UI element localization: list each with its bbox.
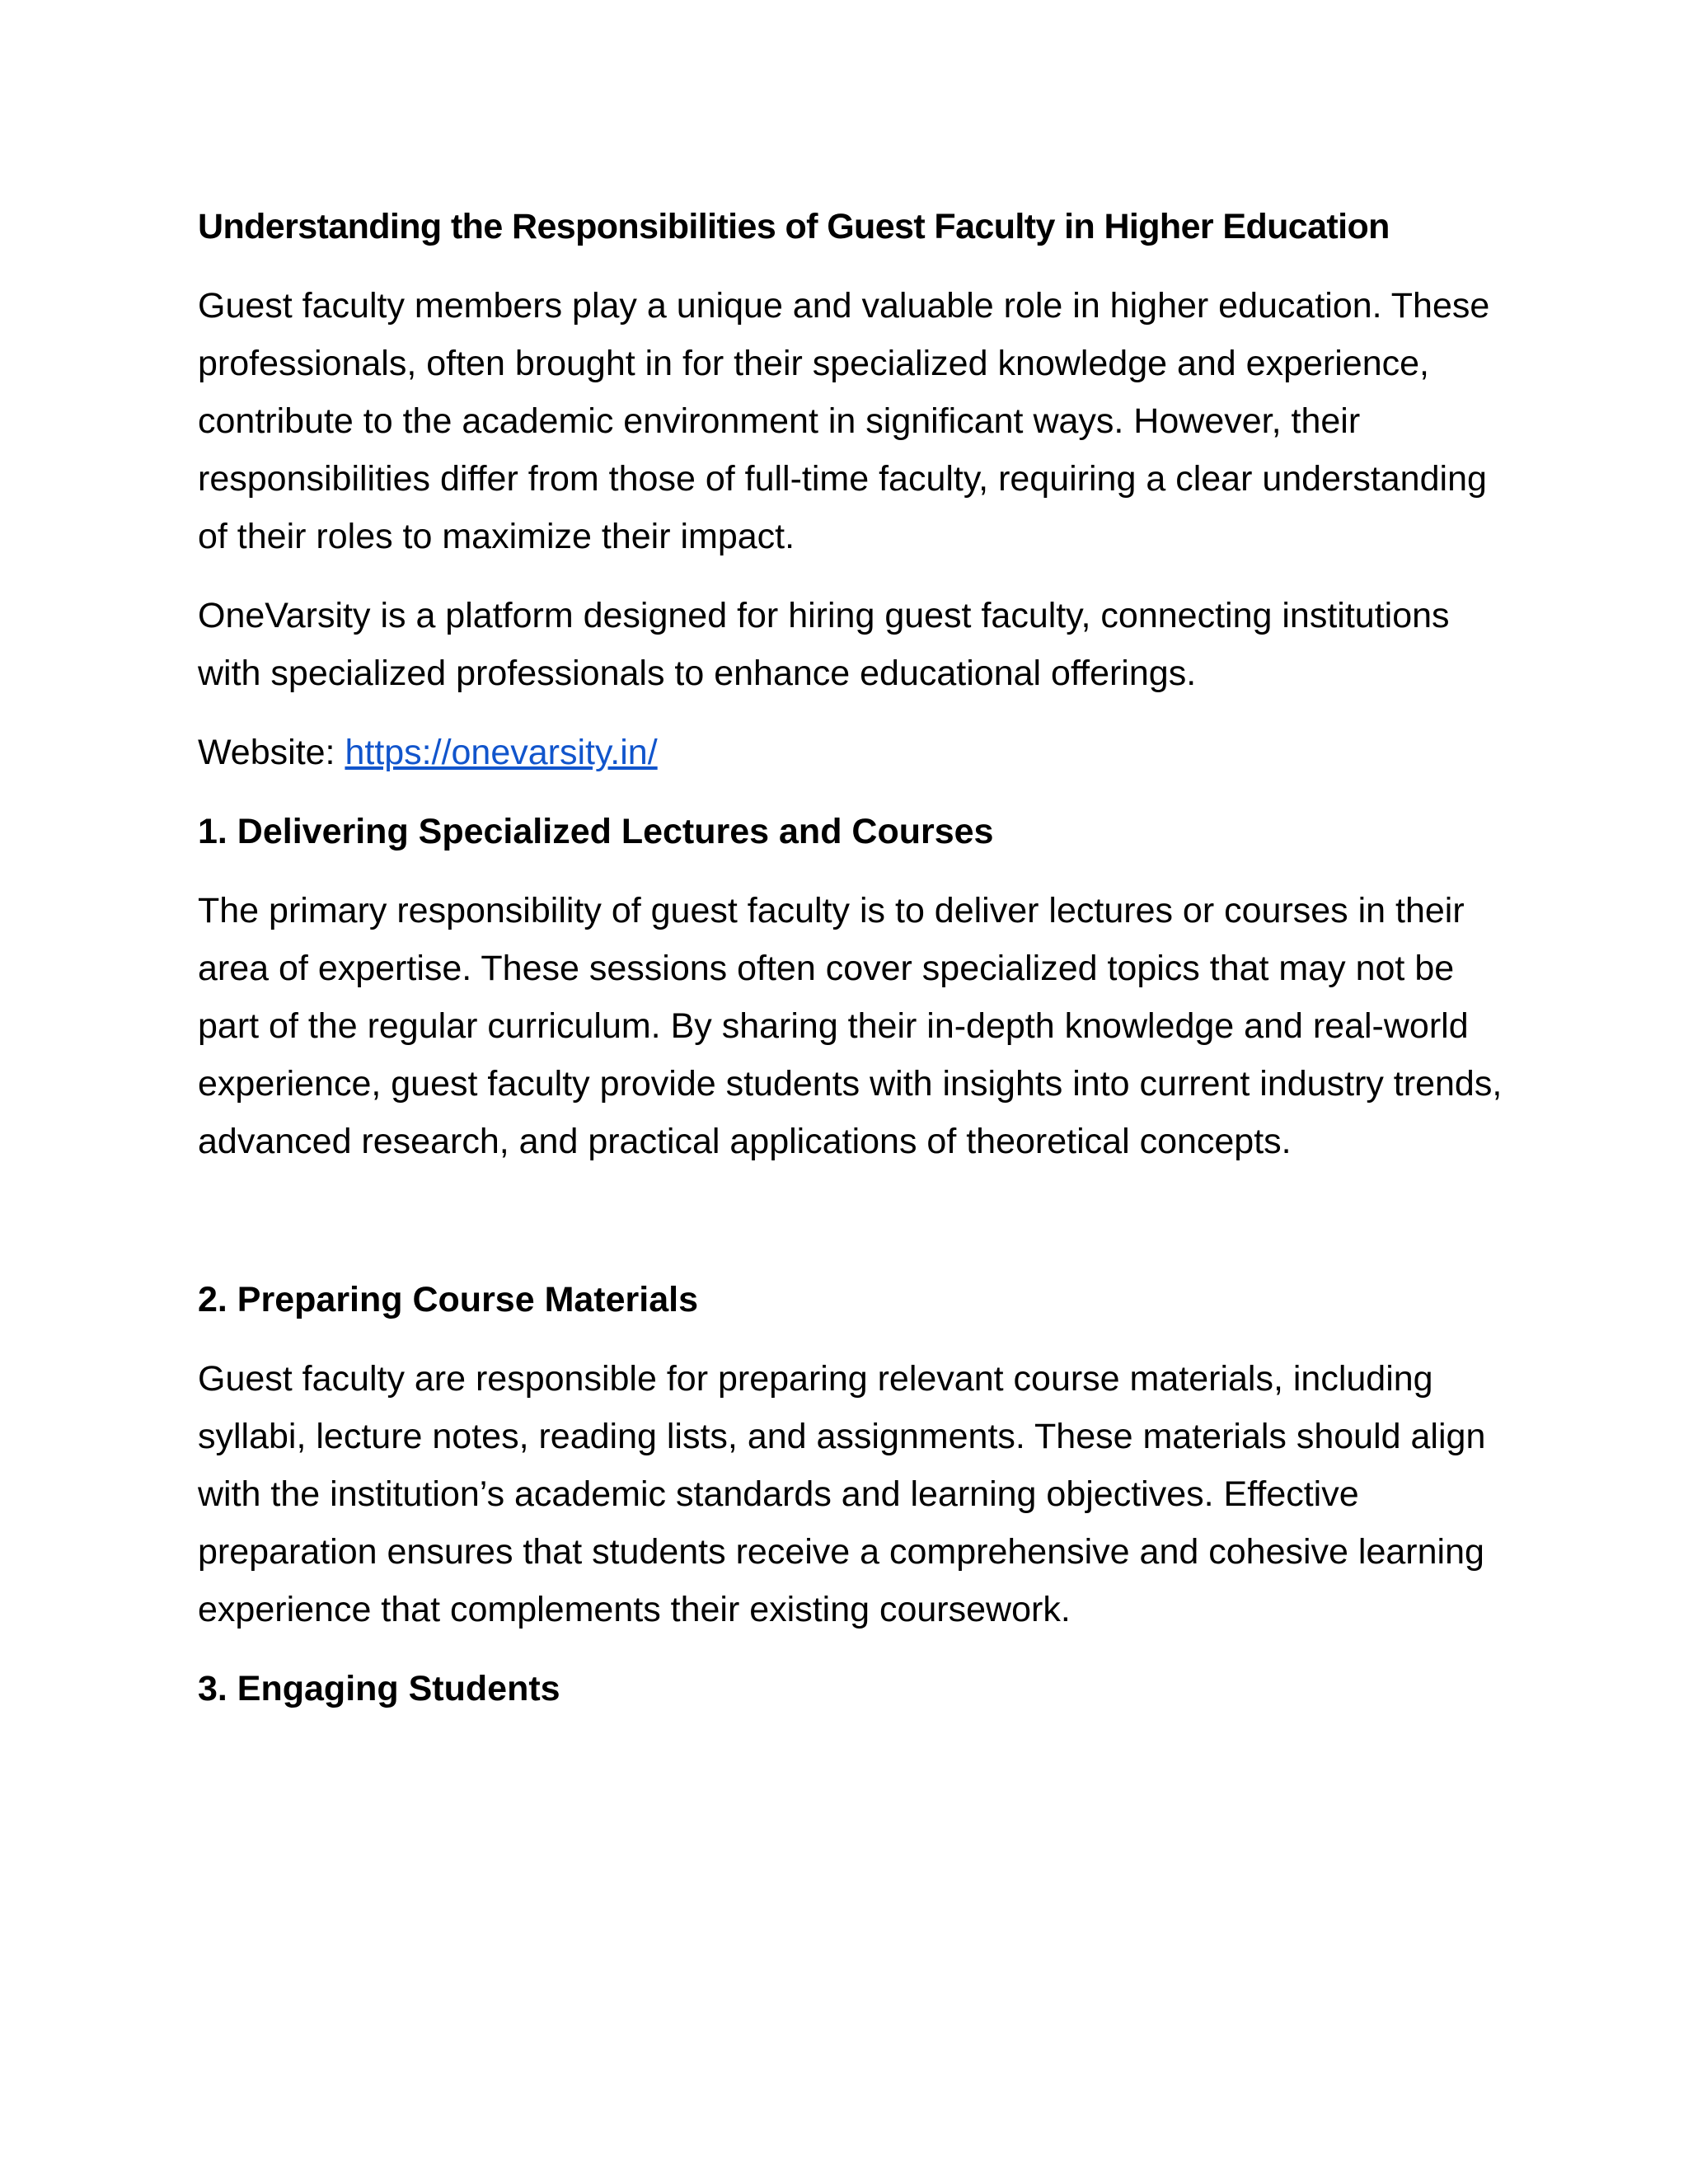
- section-heading-2: 2. Preparing Course Materials: [198, 1280, 698, 1319]
- website-link[interactable]: https://onevarsity.in/: [345, 733, 658, 772]
- section-spacer: [198, 1192, 1508, 1271]
- section-heading-3: 3. Engaging Students: [198, 1669, 560, 1708]
- onevarsity-paragraph: OneVarsity is a platform designed for hiring guest faculty, connecting institutions with specialized professionals to enhance educational offerings.: [198, 596, 1450, 693]
- section-heading-1: 1. Delivering Specialized Lectures and Courses: [198, 812, 994, 851]
- document-page: [198, 198, 1508, 1739]
- website-line: [198, 724, 1508, 781]
- section-body-2: Guest faculty are responsible for preparing relevant course materials, including syllabi, lecture notes, reading lists, and assignments. These materials should align with the institution’s academic standards and learning objectives. Effective preparation ensures that students receive a comprehensive and cohesive learning experience that complements their existing coursework.: [198, 1359, 1486, 1629]
- section-body-1: The primary responsibility of guest faculty is to deliver lectures or courses in their area of expertise. These sessions often cover specialized topics that may not be part of the regular curriculum. By sharing their in-depth knowledge and real-world experience, guest faculty provide students with insights into current industry trends, advanced research, and practical applications of theoretical concepts.: [198, 891, 1503, 1161]
- document-title: Understanding the Responsibilities of Guest Faculty in Higher Education: [198, 207, 1390, 246]
- intro-paragraph: Guest faculty members play a unique and valuable role in higher education. These professionals, often brought in for their specialized knowledge and experience, contribute to the academic environment in significant ways. However, their responsibilities differ from those of full-time faculty, requiring a clear understanding of their roles to maximize their impact.: [198, 286, 1490, 556]
- website-label: Website:: [198, 733, 345, 772]
